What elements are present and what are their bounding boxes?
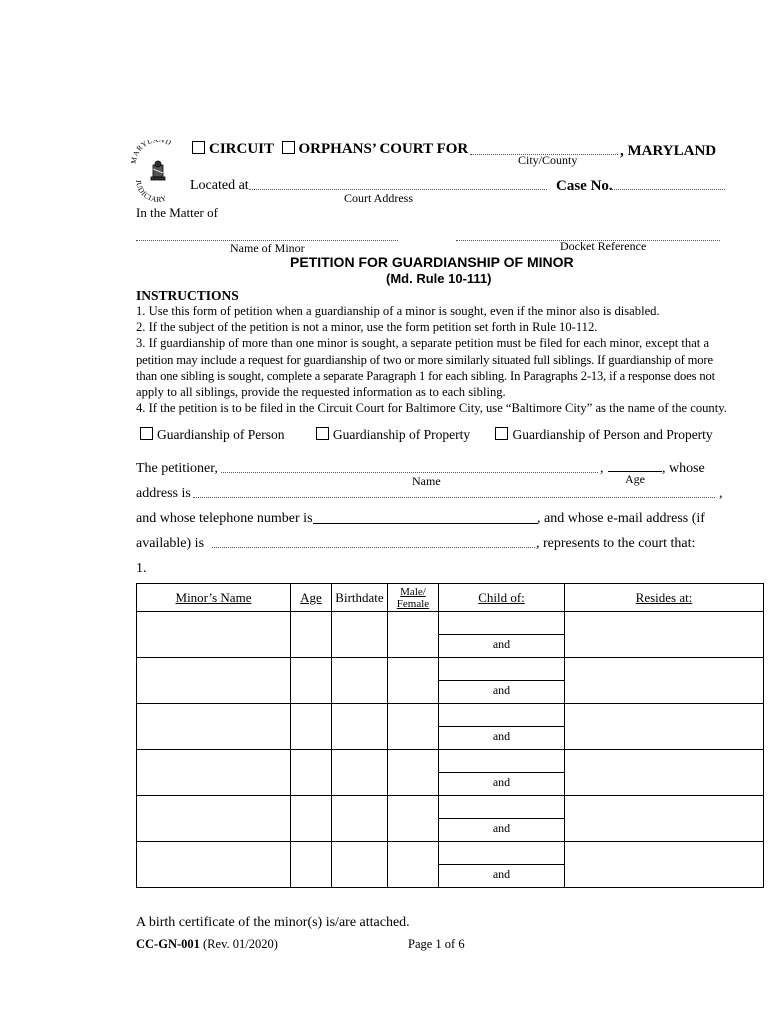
child-of-cell[interactable]	[439, 612, 565, 658]
instruction-line: 3. If guardianship of more than one minor is sought, a separate petition must be filed for each minor, except that a	[136, 336, 710, 351]
case-no-input[interactable]	[611, 189, 725, 190]
table-header-row	[137, 584, 764, 612]
instructions-heading: INSTRUCTIONS	[136, 288, 239, 303]
and-label: and	[492, 867, 511, 881]
age-cell[interactable]	[291, 704, 332, 750]
table-row	[137, 658, 764, 704]
resides-at-cell[interactable]	[565, 842, 764, 888]
in-matter-label: In the Matter of	[136, 205, 218, 220]
table-row	[137, 796, 764, 842]
circuit-label: CIRCUIT	[209, 141, 274, 157]
and-label: and	[492, 775, 511, 789]
birthdate-cell[interactable]	[332, 704, 388, 750]
table-row	[137, 750, 764, 796]
and-label: and	[492, 683, 511, 697]
page-number: Page 1 of 6	[408, 937, 465, 951]
minor-name-cell[interactable]	[137, 658, 291, 704]
and-label: and	[492, 821, 511, 835]
person-checkbox[interactable]	[140, 427, 153, 440]
age-cell[interactable]	[291, 750, 332, 796]
table-row	[137, 842, 764, 888]
instruction-line: 4. If the petition is to be filed in the Circuit Court for Baltimore City, use “Baltimore City” as the name of the county.	[136, 401, 727, 416]
court-address-input[interactable]	[249, 189, 547, 190]
birthdate-cell[interactable]	[332, 842, 388, 888]
docket-reference-caption: Docket Reference	[560, 239, 647, 253]
child-of-cell[interactable]	[439, 750, 565, 796]
svg-text:MARYLAND: ARYL D	[130, 140, 174, 158]
located-at-label: Located at	[190, 178, 249, 193]
address-comma: ,	[719, 486, 723, 501]
parent-one-field[interactable]	[439, 842, 564, 865]
birthdate-cell[interactable]	[332, 612, 388, 658]
orphans-court-checkbox[interactable]	[282, 141, 295, 154]
table-row	[137, 612, 764, 658]
minor-name-cell[interactable]	[137, 704, 291, 750]
parent-one-field[interactable]	[439, 796, 564, 819]
minor-name-cell[interactable]	[137, 796, 291, 842]
header-minor-name: Minor’s Name	[137, 584, 291, 612]
petitioner-name-input[interactable]	[221, 472, 598, 473]
parent-one-field[interactable]	[439, 750, 564, 773]
case-no-label: Case No.	[556, 178, 613, 194]
rule-subtitle: (Md. Rule 10-111)	[386, 271, 492, 286]
table-row	[137, 704, 764, 750]
birthdate-cell[interactable]	[332, 750, 388, 796]
header-sex: Male/ Female	[388, 584, 439, 612]
maryland-judiciary-seal	[130, 140, 186, 202]
header-child-of: Child of:	[439, 584, 565, 612]
sex-cell[interactable]	[388, 750, 439, 796]
sex-cell[interactable]	[388, 612, 439, 658]
form-code-number: CC-GN-001	[136, 937, 200, 951]
birthdate-cell[interactable]	[332, 796, 388, 842]
parent-one-field[interactable]	[439, 704, 564, 727]
telephone-input[interactable]	[313, 523, 538, 524]
comma-separator: ,	[600, 461, 604, 476]
child-of-cell[interactable]	[439, 842, 565, 888]
resides-at-cell[interactable]	[565, 704, 764, 750]
sex-cell[interactable]	[388, 842, 439, 888]
property-checkbox[interactable]	[316, 427, 329, 440]
and-label: and	[492, 729, 511, 743]
instruction-line: petition may include a request for guardianship of two or more similarly situated full siblings. If guardianship of more	[136, 352, 713, 367]
age-cell[interactable]	[291, 796, 332, 842]
resides-at-cell[interactable]	[565, 658, 764, 704]
available-label: available) is	[136, 536, 205, 551]
sex-cell[interactable]	[388, 658, 439, 704]
minor-name-cell[interactable]	[137, 750, 291, 796]
minor-name-cell[interactable]	[137, 842, 291, 888]
birthdate-cell[interactable]	[332, 658, 388, 704]
birth-certificate-note: A birth certificate of the minor(s) is/are attached.	[136, 915, 410, 930]
person-and-property-option-label: Guardianship of Person and Property	[512, 427, 713, 442]
sex-cell[interactable]	[388, 796, 439, 842]
form-revision: (Rev. 01/2020)	[203, 937, 278, 951]
and-label: and	[492, 637, 511, 651]
instructions-list	[136, 303, 756, 416]
age-cell[interactable]	[291, 842, 332, 888]
represents-label: , represents to the court that:	[536, 536, 696, 551]
guardianship-options	[140, 427, 713, 443]
minor-name-cell[interactable]	[137, 612, 291, 658]
name-of-minor-caption: Name of Minor	[230, 241, 305, 255]
email-label: , and whose e-mail address (if	[537, 511, 705, 526]
state-label: , MARYLAND	[620, 143, 717, 159]
age-cell[interactable]	[291, 658, 332, 704]
page-title: PETITION FOR GUARDIANSHIP OF MINOR	[290, 254, 574, 270]
court-address-caption: Court Address	[344, 191, 413, 205]
header-age: Age	[291, 584, 332, 612]
address-label: address is	[136, 486, 191, 501]
court-selection-line	[192, 141, 468, 158]
person-and-property-checkbox[interactable]	[495, 427, 508, 440]
instruction-line: than one sibling is sought, complete a separate Paragraph 1 for each sibling. In Paragraphs 2-13, if a response does not	[136, 368, 715, 383]
instruction-line: 2. If the subject of the petition is not a minor, use the form petition set forth in Rule 10-112.	[136, 320, 598, 335]
petitioner-name-caption: Name	[412, 474, 441, 488]
parent-one-field[interactable]	[439, 612, 564, 635]
petitioner-age-caption: Age	[625, 472, 645, 486]
resides-at-cell[interactable]	[565, 796, 764, 842]
resides-at-cell[interactable]	[565, 750, 764, 796]
city-county-caption: City/County	[518, 153, 578, 167]
age-cell[interactable]	[291, 612, 332, 658]
property-option-label: Guardianship of Property	[332, 427, 471, 442]
instruction-line: 1. Use this form of petition when a guardianship of a minor is sought, even if the minor also is disabled.	[136, 304, 660, 318]
person-option-label: Guardianship of Person	[157, 427, 285, 442]
child-of-cell[interactable]	[439, 704, 565, 750]
circuit-checkbox[interactable]	[192, 141, 205, 154]
minors-table	[136, 583, 764, 888]
parent-one-field[interactable]	[439, 658, 564, 681]
section-number: 1.	[136, 561, 147, 576]
email-input[interactable]	[212, 547, 535, 548]
instruction-line: apply to all siblings, provide the requested information as to each sibling.	[136, 385, 506, 400]
telephone-label: and whose telephone number is	[136, 511, 313, 526]
form-code	[136, 937, 278, 952]
header-resides-at: Resides at:	[565, 584, 764, 612]
header-birthdate: Birthdate	[332, 584, 388, 612]
svg-text:JUDICIARY: JUDICIARY	[133, 179, 168, 202]
address-input[interactable]	[193, 497, 715, 498]
sex-cell[interactable]	[388, 704, 439, 750]
resides-at-cell[interactable]	[565, 612, 764, 658]
whose-label: , whose	[662, 461, 705, 476]
child-of-cell[interactable]	[439, 658, 565, 704]
petitioner-label: The petitioner,	[136, 461, 218, 476]
orphans-court-label: ORPHANS’ COURT FOR	[298, 141, 469, 157]
child-of-cell[interactable]	[439, 796, 565, 842]
